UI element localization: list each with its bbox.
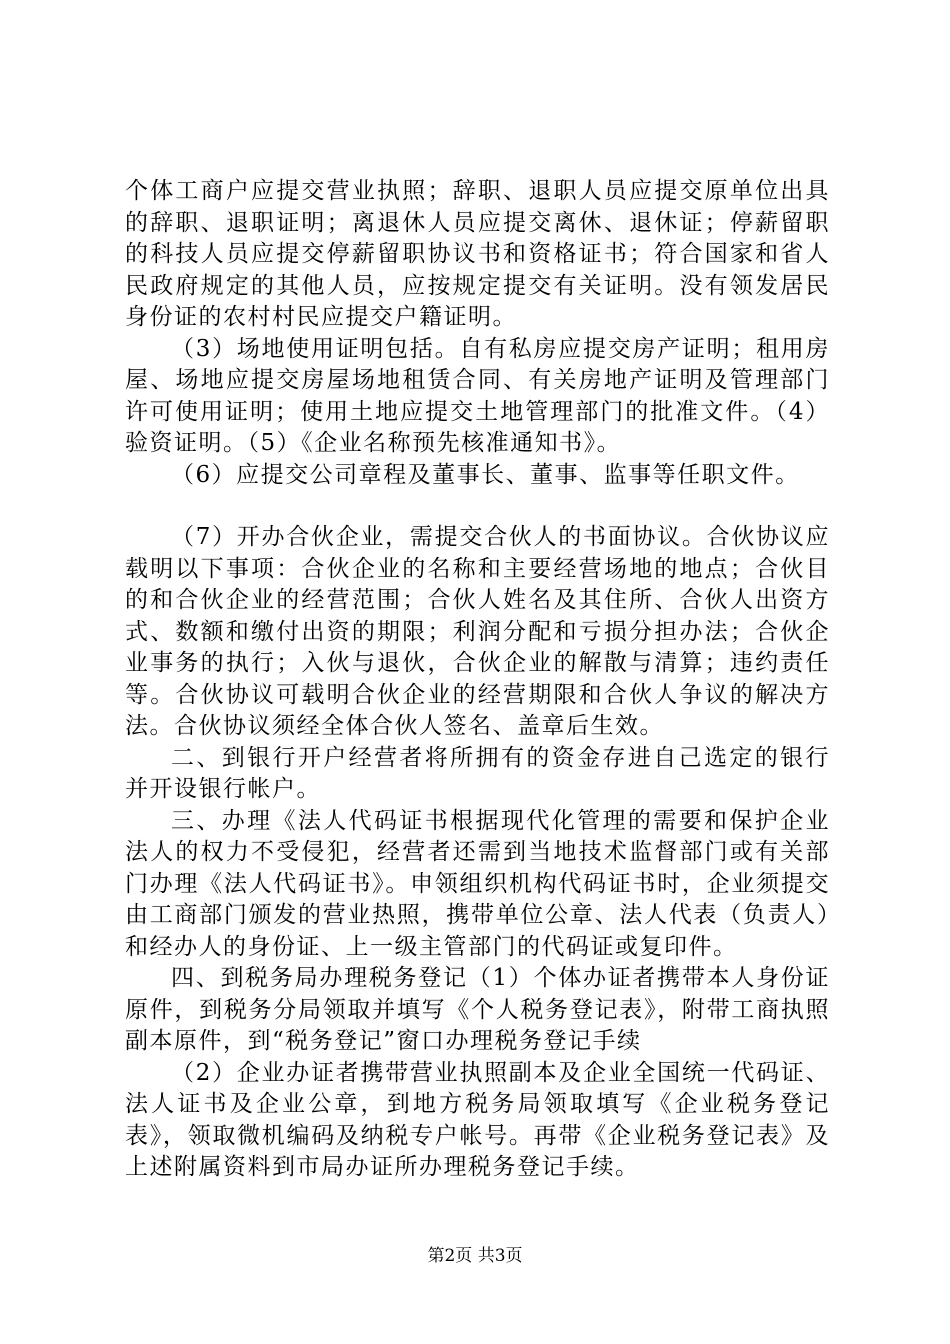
paragraph-1: 个体工商户应提交营业执照；辞职、退职人员应提交原单位出具的辞职、退职证明；离退休人员应提交离休、退休证；停薪留职的科技人员应提交停薪留职协议书和资格证书；符合国家和省人民政府规定的其他人员，应按规定提交有关证明。没有领发居民身份证的农村村民应提交户籍证明。 <box>125 178 830 330</box>
paragraph-3: （6）应提交公司章程及董事长、董事、监事等任职文件。 <box>171 461 800 488</box>
paragraph-4: （7）开办合伙企业，需提交合伙人的书面协议。合伙协议应载明以下事项：合伙企业的名称和主要经营场地的地点；合伙目的和合伙企业的经营范围；合伙人姓名及其住所、合伙人出资方式、数额和缴付出资的期限；利润分配和亏损分担办法；合伙企业事务的执行；入伙与退伙，合伙企业的解散与清算；违约责任等。合伙协议可载明合伙企业的经营期限和合伙人争议的解决方法。合伙协议须经全体合伙人签名、盖章后生效。 <box>125 524 830 739</box>
paragraph-spacer <box>125 491 830 522</box>
page-number-footer: 第2页 共3页 <box>427 1246 523 1266</box>
paragraph-7: 四、到税务局办理税务登记（1）个体办证者携带本人身份证原件，到税务分局领取并填写《个人税务登记表》，附带工商执照副本原件，到“税务登记”窗口办理税务登记手续 <box>125 965 830 1054</box>
paragraph-5: 二、到银行开户经营者将所拥有的资金存进自己选定的银行并开设银行帐户。 <box>125 744 830 802</box>
paragraph-2: （3）场地使用证明包括。自有私房应提交房产证明；租用房屋、场地应提交房屋场地租赁合同、有关房地产证明及管理部门许可使用证明；使用土地应提交土地管理部门的批准文件。（4）验资证明。（5）《企业名称预先核准通知书》。 <box>125 335 830 456</box>
paragraph-8: （2）企业办证者携带营业执照副本及企业全国统一代码证、法人证书及企业公章，到地方税务局领取填写《企业税务登记表》，领取微机编码及纳税专户帐号。再带《企业税务登记表》及上述附属资料到市局办证所办理税务登记手续。 <box>125 1059 830 1180</box>
paragraph-6: 三、办理《法人代码证书根据现代化管理的需要和保护企业法人的权力不受侵犯，经营者还需到当地技术监督部门或有关部门办理《法人代码证书》。申领组织机构代码证书时，企业须提交由工商部门颁发的营业热照，携带单位公章、法人代表（负责人）和经办人的身份证、上一级主管部门的代码证或复印件。 <box>125 807 830 960</box>
document-body <box>125 176 830 1184</box>
